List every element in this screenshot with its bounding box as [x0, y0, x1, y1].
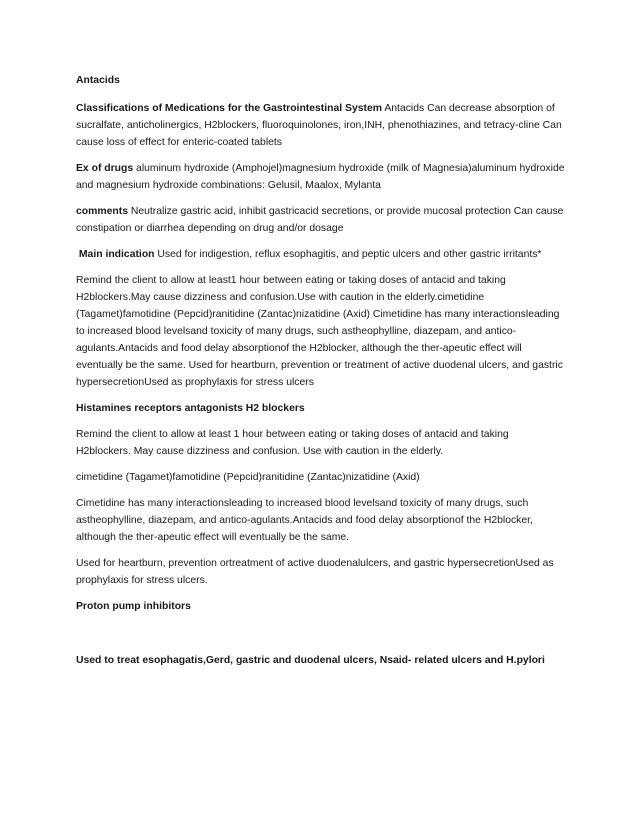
paragraph-comments	[76, 203, 566, 237]
examples-heading: Ex of drugs	[76, 163, 134, 174]
final-statement: Used to treat esophagatis,Gerd, gastric and duodenal ulcers, Nsaid- related ulcers and H.pylori	[76, 655, 545, 666]
paragraph-examples	[76, 160, 566, 194]
paragraph-remind-client: Remind the client to allow at least1 hour between eating or taking doses of antacid and taking H2blockers.May cause dizziness and confusion.Use with caution in the elderly.cimetidine (Tagamet)famotidine (Pepcid)ranitidine (Zantac)nizatidine (Axid) Cimetidine has many interactionsleading to increased blood levelsand toxicity of many drugs, such astheophylline, diazepam, and antico-agulants.Antacids and food delay absorptionof the H2blocker, although the ther-apeutic effect will eventually be the same. Used for heartburn, prevention or treatment of active duodenal ulcers, and gastric hypersecretionUsed as prophylaxis for stress ulcers	[76, 275, 563, 388]
h2-blockers-heading: Histamines receptors antagonists H2 blockers	[76, 403, 305, 414]
paragraph-cimetidine: Cimetidine has many interactionsleading to increased blood levelsand toxicity of many drugs, such astheophylline, diazepam, and antico-agulants.Antacids and food delay absorptionof the H2blocker, although the ther-apeutic effect will eventually be the same.	[76, 498, 533, 543]
classifications-text: Antacids Can decrease absorption of sucralfate, anticholinergics, H2blockers, fluoroquinolones, iron,INH, phenothiazines, and tetracy-cline Can cause loss of effect for enteric-coated tablets	[76, 103, 562, 148]
classifications-heading: Classifications of Medications for the Gastrointestinal System	[76, 103, 383, 114]
main-indication-text: Used for indigestion, reflux esophagitis, and peptic ulcers and other gastric irritants*	[154, 249, 542, 260]
paragraph-remind-client-2: Remind the client to allow at least 1 hour between eating or taking doses of antacid and taking H2blockers. May cause dizziness and confusion. Use with caution in the elderly.	[76, 429, 509, 457]
paragraph-main-indication	[76, 246, 566, 263]
paragraph-uses: Used for heartburn, prevention ortreatment of active duodenalulcers, and gastric hypersecretionUsed as prophylaxis for stress ulcers.	[76, 558, 554, 586]
comments-heading: comments	[76, 206, 128, 217]
paragraph-classifications	[76, 100, 566, 151]
main-indication-heading: Main indication	[76, 249, 155, 260]
paragraph-drug-list: cimetidine (Tagamet)famotidine (Pepcid)ranitidine (Zantac)nizatidine (Axid)	[76, 472, 420, 483]
proton-pump-heading: Proton pump inhibitors	[76, 601, 191, 612]
examples-text: aluminum hydroxide (Amphojel)magnesium hydroxide (milk of Magnesia)aluminum hydroxide and magnesium hydroxide combinations: Gelusil, Maalox, Mylanta	[76, 163, 565, 191]
doc-title: Antacids	[76, 75, 120, 86]
document-page	[76, 72, 566, 669]
comments-text: Neutralize gastric acid, inhibit gastricacid secretions, or provide mucosal protection Can cause constipation or diarrhea depending on drug and/or dosage	[76, 206, 564, 234]
